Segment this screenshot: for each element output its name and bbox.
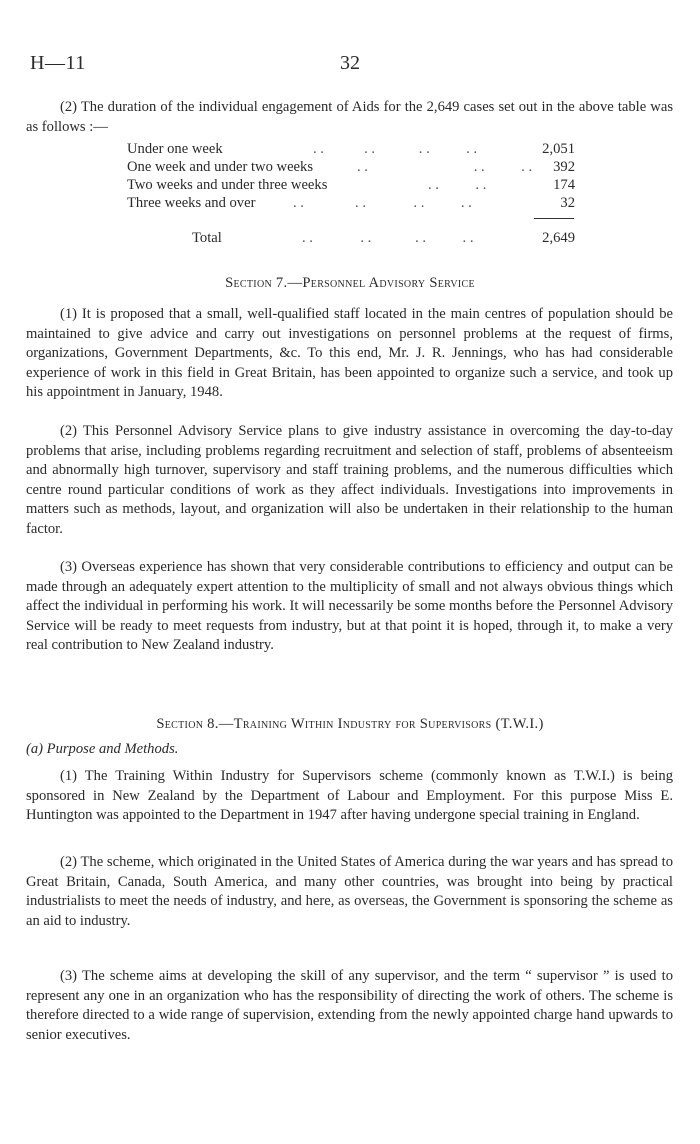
leader-dots: . . . . . . . .	[302, 230, 474, 246]
leader-dots: . . . . . .	[357, 159, 533, 175]
row-value: 174	[553, 177, 575, 193]
leader-dots: . . . . . . . .	[293, 195, 472, 211]
total-value: 2,649	[542, 230, 575, 246]
duration-intro-text: (2) The duration of the individual engagement of Aids for the 2,649 cases set out in the above table was as follows :—	[26, 99, 673, 135]
paragraph-text: (3) Overseas experience has shown that very considerable contributions to efficiency and output can be made through an adequately expert attention to the multiplicity of small and not always obvious things which affect the individual in performing his work. It will necessarily be some months before the Personnel Advisory Service will be ready to meet requests from industry, but at that point it is hoped, through it, to make a very real contribution to New Zealand industry.	[26, 559, 673, 654]
section-8-subheading: (a) Purpose and Methods.	[26, 741, 179, 757]
row-label: One week and under two weeks	[127, 159, 314, 175]
page-number: 32	[340, 52, 360, 74]
row-label: Under one week	[127, 141, 223, 157]
section-8-heading: Section 8.—Training Within Industry for Supervisors (T.W.I.)	[156, 716, 544, 732]
row-label: Two weeks and under three weeks	[127, 177, 328, 193]
paragraph-text: (3) The scheme aims at developing the skill of any supervisor, and the term “ supervisor ” is used to represent any one in an organization who has the responsibility of directing the work of others. The scheme is therefore directed to a wide range of supervision, extending from the newly appointed charge hand upwards to senior executives.	[26, 968, 673, 1043]
table-row	[127, 176, 575, 194]
paragraph-text: (1) The Training Within Industry for Supervisors scheme (commonly known as T.W.I.) is being sponsored in New Zealand by the Department of Labour and Employment. For this purpose Miss E. Huntington was appointed to the Department in 1947 after having undergone special training in England.	[26, 768, 673, 824]
section-7-paragraph-2	[26, 422, 673, 540]
row-value: 392	[553, 159, 575, 175]
section-7-paragraph-3	[26, 558, 673, 656]
paragraph-text: (2) The scheme, which originated in the United States of America during the war years and has spread to Great Britain, Canada, South America, and many other countries, was brought into being by practical industrialists to meet the needs of industry, and here, as overseas, the Government is sponsoring the scheme as an aid to industry.	[26, 854, 673, 929]
duration-intro-paragraph	[26, 98, 673, 137]
row-value: 32	[560, 195, 575, 211]
paragraph-text: (1) It is proposed that a small, well-qualified staff located in the main centres of population should be maintained to give advice and carry out investigations on personnel problems at the request of firms, organizations, Government Departments, &c. To this end, Mr. J. R. Jennings, who has had considerable experience of work in this field in Great Britain, has been appointed to organize such a service, and took up his appointment in January, 1948.	[26, 306, 673, 401]
section-7-heading: Section 7.—Personnel Advisory Service	[225, 275, 475, 291]
total-rule	[534, 218, 574, 219]
paragraph-text: (2) This Personnel Advisory Service plans to give industry assistance in overcoming the day-to-day problems that arise, including problems regarding recruitment and selection of staff, problems of absenteeism and abnormally high turnover, supervisory and staff training problems, and the numerous difficulties which centre round particular conditions of work as they affect individuals. Investigations into improvements in matters such as methods, layout, and organization will also be undertaken in their relationship to the human factor.	[26, 423, 673, 537]
table-row	[127, 194, 575, 212]
report-code: H—11	[30, 52, 86, 74]
section-8-paragraph-1	[26, 767, 673, 826]
table-row	[127, 158, 575, 176]
row-value: 2,051	[542, 141, 575, 157]
section-8-paragraph-3	[26, 967, 673, 1045]
section-8-paragraph-2	[26, 853, 673, 931]
total-row	[127, 229, 575, 247]
section-7-paragraph-1	[26, 305, 673, 403]
row-label: Three weeks and over	[127, 195, 256, 211]
table-row	[127, 140, 575, 158]
leader-dots: . . . . . . . .	[313, 141, 478, 157]
total-label: Total	[192, 230, 222, 246]
leader-dots: . . . .	[428, 177, 487, 193]
duration-table	[127, 140, 575, 212]
